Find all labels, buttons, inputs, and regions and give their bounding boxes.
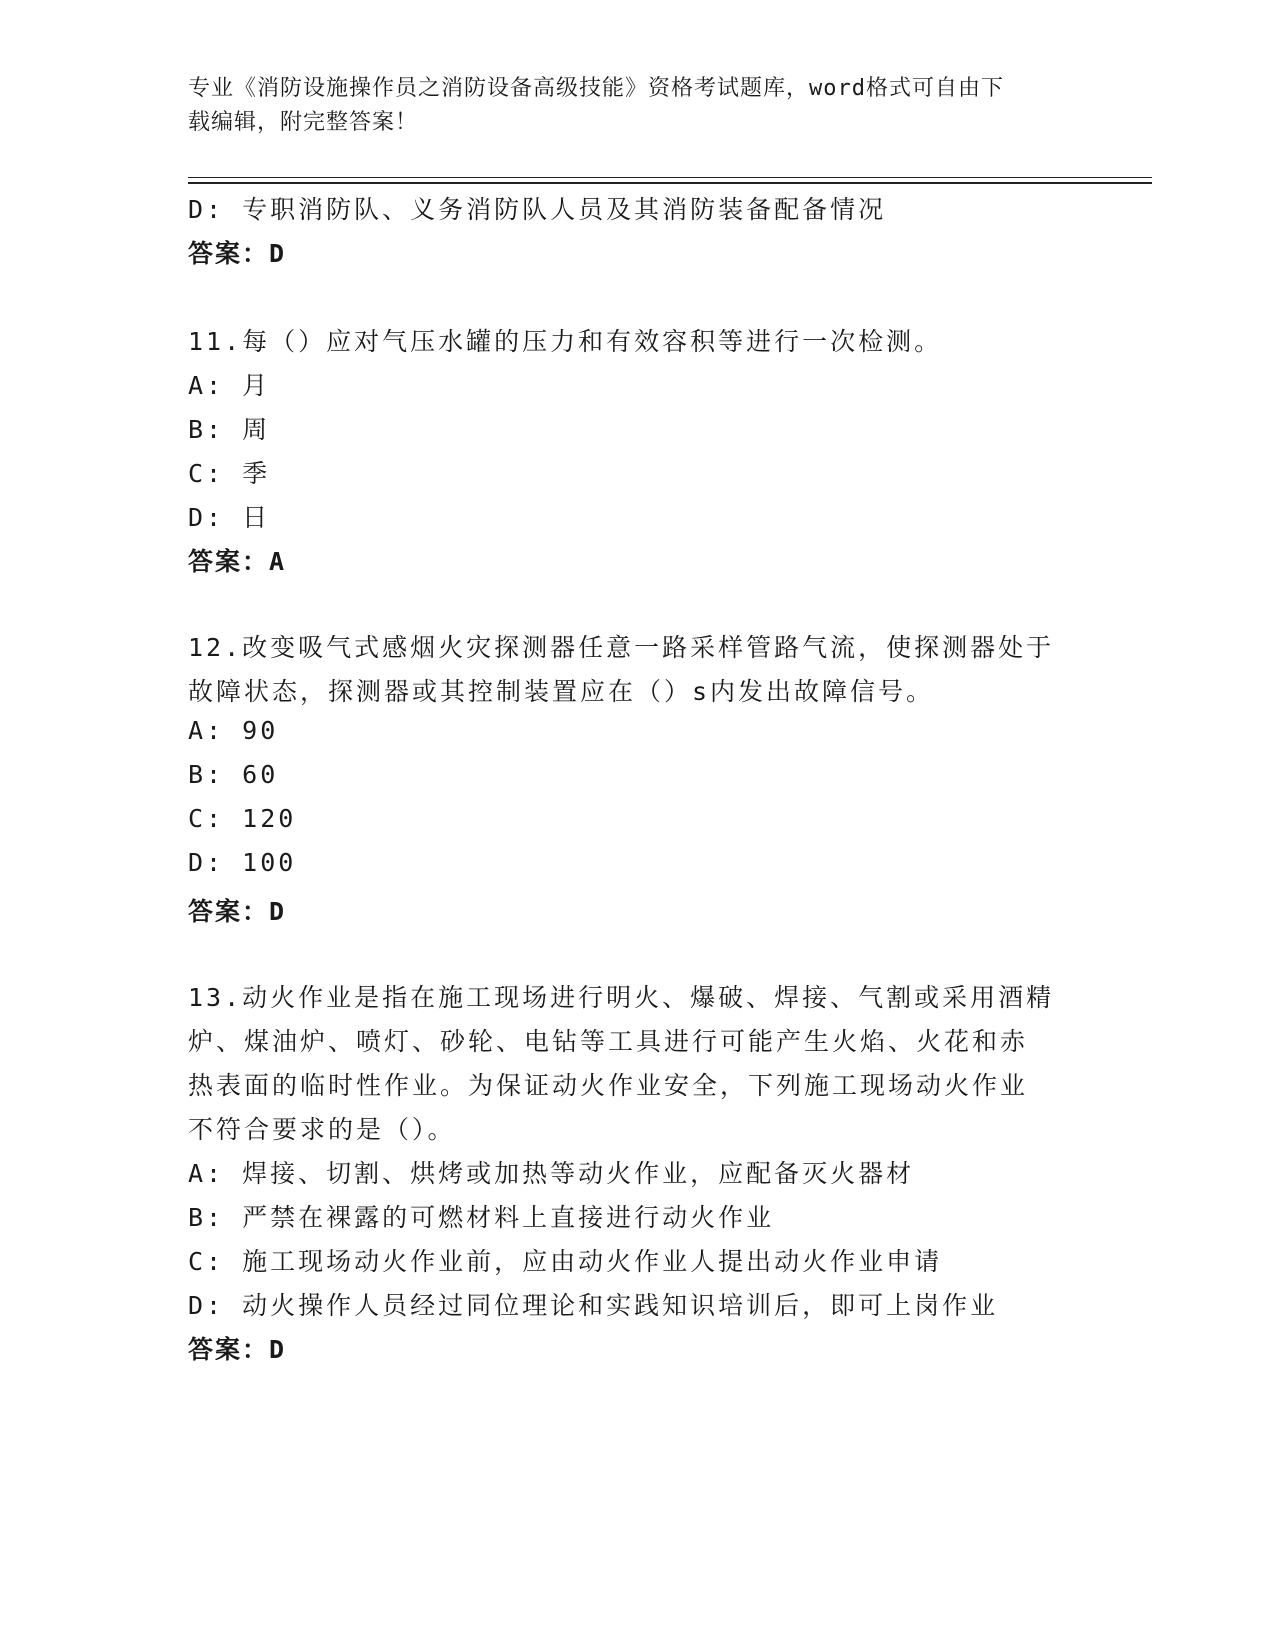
q12-stem-line-1: 12.改变吸气式感烟火灾探测器任意一路采样管路气流，使探测器处于 (188, 633, 1055, 662)
q12-option-c: C: 120 (188, 804, 297, 833)
q13-stem-line-2: 炉、煤油炉、喷灯、砂轮、电钻等工具进行可能产生火焰、火花和赤 (188, 1027, 1029, 1056)
q12-option-a: A: 90 (188, 716, 279, 745)
q11-answer: 答案：A (188, 547, 287, 576)
header-divider-thick (188, 182, 1152, 184)
header-divider-thin (188, 177, 1152, 178)
header-line-2: 载编辑，附完整答案！ (188, 110, 419, 135)
q13-stem-line-1: 13.动火作业是指在施工现场进行明火、爆破、焊接、气割或采用酒精 (188, 983, 1055, 1012)
q12-option-b: B: 60 (188, 760, 279, 789)
q13-option-d: D: 动火操作人员经过同位理论和实践知识培训后，即可上岗作业 (188, 1291, 999, 1320)
prev-answer: 答案：D (188, 239, 287, 268)
q12-stem-line-2: 故障状态，探测器或其控制装置应在（）s内发出故障信号。 (188, 677, 935, 706)
q12-option-d: D: 100 (188, 848, 297, 877)
q12-answer: 答案：D (188, 897, 287, 926)
prev-option-d: D: 专职消防队、义务消防队人员及其消防装备配备情况 (188, 195, 887, 224)
q13-option-a: A: 焊接、切割、烘烤或加热等动火作业，应配备灭火器材 (188, 1159, 915, 1188)
q13-answer: 答案：D (188, 1335, 287, 1364)
q13-option-c: C: 施工现场动火作业前，应由动火作业人提出动火作业申请 (188, 1247, 943, 1276)
q11-option-a: A: 月 (188, 371, 271, 400)
header-line-1: 专业《消防设施操作员之消防设备高级技能》资格考试题库，word格式可自由下 (188, 76, 1004, 101)
q11-stem: 11.每（）应对气压水罐的压力和有效容积等进行一次检测。 (188, 327, 943, 356)
q11-option-b: B: 周 (188, 415, 271, 444)
q13-stem-line-4: 不符合要求的是（）。 (188, 1115, 456, 1144)
q13-option-b: B: 严禁在裸露的可燃材料上直接进行动火作业 (188, 1203, 775, 1232)
q11-option-d: D: 日 (188, 503, 271, 532)
document-header (188, 72, 1088, 140)
q13-stem-line-3: 热表面的临时性作业。为保证动火作业安全，下列施工现场动火作业 (188, 1071, 1029, 1100)
q11-option-c: C: 季 (188, 459, 271, 488)
